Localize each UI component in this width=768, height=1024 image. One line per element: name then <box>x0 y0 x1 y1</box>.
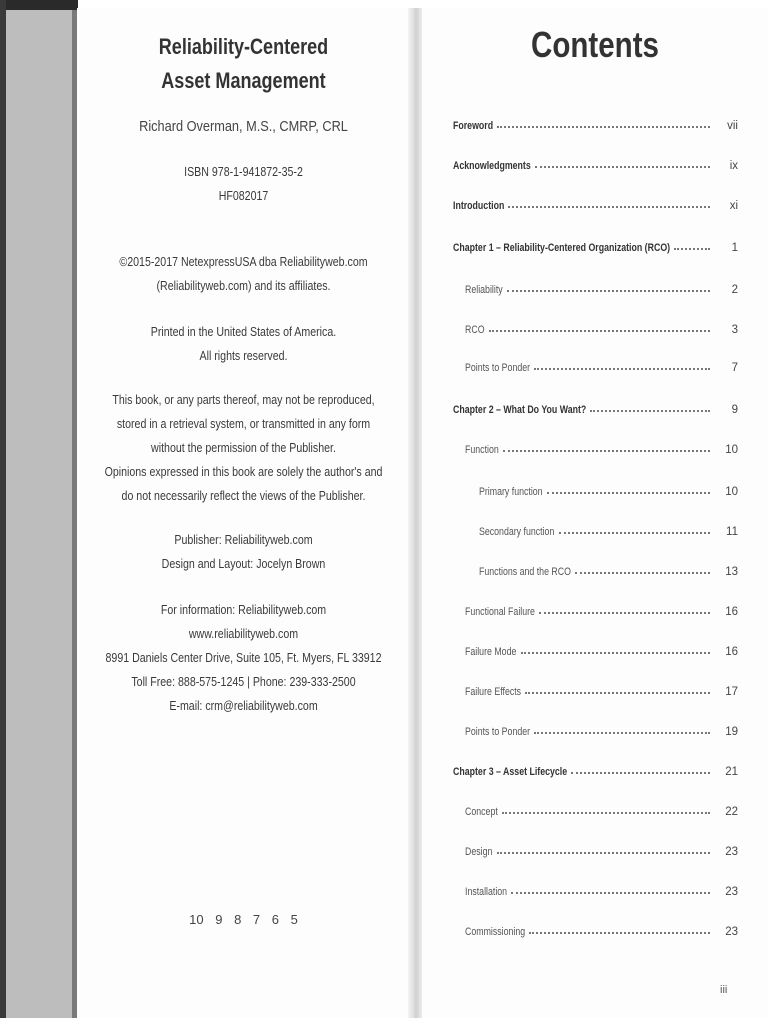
toc-entry-page: ix <box>729 160 738 172</box>
toc-leader-dots <box>547 491 710 494</box>
publisher-block <box>102 528 385 576</box>
rights-notice-line: stored in a retrieval system, or transmitted in any form <box>116 417 371 431</box>
toc-entry-title: RCO <box>465 324 485 336</box>
copyright-line: ©2015-2017 NetexpressUSA dba Reliabilityweb.com <box>119 255 368 269</box>
toc-entry-title: Failure Mode <box>465 646 517 658</box>
toc-leader-dots <box>539 611 710 614</box>
author-line: Richard Overman, M.S., CMRP, CRL <box>139 118 348 135</box>
toc-entry-title: Introduction <box>453 200 505 212</box>
publisher-line: Publisher: Reliabilityweb.com <box>174 533 313 547</box>
toc-leader-dots <box>502 811 710 814</box>
toc-leader-dots <box>590 409 710 412</box>
toc-entry <box>465 276 738 296</box>
phone-line: Toll Free: 888-575-1245 | Phone: 239-333-2500 <box>131 675 356 689</box>
rights-notice <box>102 388 385 508</box>
toc-entry-page: 11 <box>726 526 738 538</box>
email-line: E-mail: crm@reliabilityweb.com <box>169 699 318 713</box>
toc-entry-title: Chapter 1 – Reliability-Centered Organization (RCO) <box>453 242 671 254</box>
toc-entry-title: Secondary function <box>479 526 555 538</box>
toc-leader-dots <box>511 891 710 894</box>
isbn-line: ISBN 978-1-941872-35-2 <box>184 165 303 179</box>
toc-entry <box>453 234 738 254</box>
toc-entry <box>453 112 738 132</box>
toc-entry-page: 21 <box>725 766 738 778</box>
toc-entry-title: Points to Ponder <box>465 726 531 738</box>
toc-leader-dots <box>489 329 710 332</box>
toc-entry-page: 19 <box>725 726 738 738</box>
toc-entry <box>465 354 738 374</box>
toc-entry-page: 1 <box>731 242 738 254</box>
toc-entry-title: Foreword <box>453 120 494 132</box>
scan-border-top <box>0 0 78 10</box>
toc-entry <box>465 638 738 658</box>
isbn-block <box>102 160 385 208</box>
website-line: www.reliabilityweb.com <box>188 627 299 641</box>
toc-entry-page: 17 <box>725 686 738 698</box>
book-title-line: Asset Management <box>161 68 326 93</box>
page-folio: iii <box>720 984 728 996</box>
toc-entry <box>465 718 738 738</box>
rights-notice-line: do not necessarily reflect the views of the Publisher. <box>121 489 366 503</box>
toc-entry-page: xi <box>729 200 738 212</box>
toc-leader-dots <box>521 651 710 654</box>
toc-entry <box>465 838 738 858</box>
toc-entry-title: Chapter 3 – Asset Lifecycle <box>453 766 568 778</box>
toc-leader-dots <box>497 851 710 854</box>
toc-entry-page: 7 <box>731 362 738 374</box>
toc-entry <box>479 518 738 538</box>
toc-entry <box>465 798 738 818</box>
toc-leader-dots <box>497 125 710 128</box>
copyright-block <box>102 250 385 298</box>
toc-leader-dots <box>571 771 710 774</box>
toc-leader-dots <box>559 531 710 534</box>
toc-entry <box>465 678 738 698</box>
toc-leader-dots <box>529 931 710 934</box>
toc-leader-dots <box>508 205 710 208</box>
toc-entry-title: Functions and the RCO <box>479 566 571 578</box>
toc-entry-title: Points to Ponder <box>465 362 531 374</box>
toc-entry <box>479 478 738 498</box>
toc-entry-title: Function <box>465 444 499 456</box>
toc-entry-page: 23 <box>725 886 738 898</box>
toc-entry <box>453 152 738 172</box>
toc-leader-dots <box>507 289 710 292</box>
toc-leader-dots <box>525 691 710 694</box>
toc-entry <box>465 878 738 898</box>
toc-entry-page: 10 <box>725 444 738 456</box>
toc-entry <box>465 598 738 618</box>
toc-entry-title: Functional Failure <box>465 606 535 618</box>
toc-entry-page: 9 <box>731 404 738 416</box>
toc-entry-page: 16 <box>725 646 738 658</box>
toc-entry <box>465 918 738 938</box>
rights-notice-line: without the permission of the Publisher. <box>151 441 336 455</box>
toc-leader-dots <box>534 367 710 370</box>
toc-entry-title: Primary function <box>479 486 543 498</box>
toc-entry <box>453 758 738 778</box>
toc-entry-page: 3 <box>731 324 738 336</box>
toc-leader-dots <box>534 731 710 734</box>
contents-heading: Contents <box>531 24 659 65</box>
toc-entry-page: 10 <box>725 486 738 498</box>
printer-key-line: 10 9 8 7 6 5 <box>189 912 298 927</box>
toc-leader-dots <box>535 165 710 168</box>
toc-entry-page: 16 <box>725 606 738 618</box>
toc-entry-title: Failure Effects <box>465 686 522 698</box>
toc-entry <box>453 192 738 212</box>
toc-entry-page: 13 <box>725 566 738 578</box>
toc-entry-page: vii <box>727 120 738 132</box>
toc-entry-title: Acknowledgments <box>453 160 531 172</box>
toc-entry-title: Commissioning <box>465 926 526 938</box>
info-line: For information: Reliabilityweb.com <box>160 603 327 617</box>
printed-line: Printed in the United States of America. <box>150 325 337 339</box>
toc-entry <box>479 558 738 578</box>
book-title-line: Reliability-Centered <box>158 34 329 59</box>
toc-leader-dots <box>674 247 710 250</box>
toc-entry <box>465 436 738 456</box>
contact-info-block <box>102 598 385 718</box>
edition-code: HF082017 <box>218 189 269 203</box>
rights-notice-line: Opinions expressed in this book are solely the author's and <box>104 465 383 479</box>
toc-entry <box>465 316 738 336</box>
toc-entry-title: Concept <box>465 806 498 818</box>
toc-entry-page: 23 <box>725 926 738 938</box>
toc-entry <box>453 396 738 416</box>
book-title <box>107 30 380 98</box>
toc-entry-page: 22 <box>725 806 738 818</box>
toc-entry-title: Design <box>465 846 493 858</box>
toc-entry-page: 23 <box>725 846 738 858</box>
book-spine <box>408 8 422 1020</box>
address-line: 8991 Daniels Center Drive, Suite 105, Ft. Myers, FL 33912 <box>105 651 382 665</box>
rights-reserved-line: All rights reserved. <box>199 349 288 363</box>
toc-entry-title: Chapter 2 – What Do You Want? <box>453 404 587 416</box>
toc-entry-title: Installation <box>465 886 508 898</box>
toc-leader-dots <box>575 571 710 574</box>
scanner-gutter <box>6 10 76 1020</box>
toc-entry-page: 2 <box>731 284 738 296</box>
rights-notice-line: This book, or any parts thereof, may not be reproduced, <box>112 393 375 407</box>
toc-leader-dots <box>503 449 710 452</box>
scan-bottom-edge <box>0 1018 768 1024</box>
design-credit-line: Design and Layout: Jocelyn Brown <box>161 557 326 571</box>
printed-block <box>102 320 385 368</box>
toc-entry-title: Reliability <box>465 284 503 296</box>
copyright-line: (Reliabilityweb.com) and its affiliates. <box>156 279 331 293</box>
